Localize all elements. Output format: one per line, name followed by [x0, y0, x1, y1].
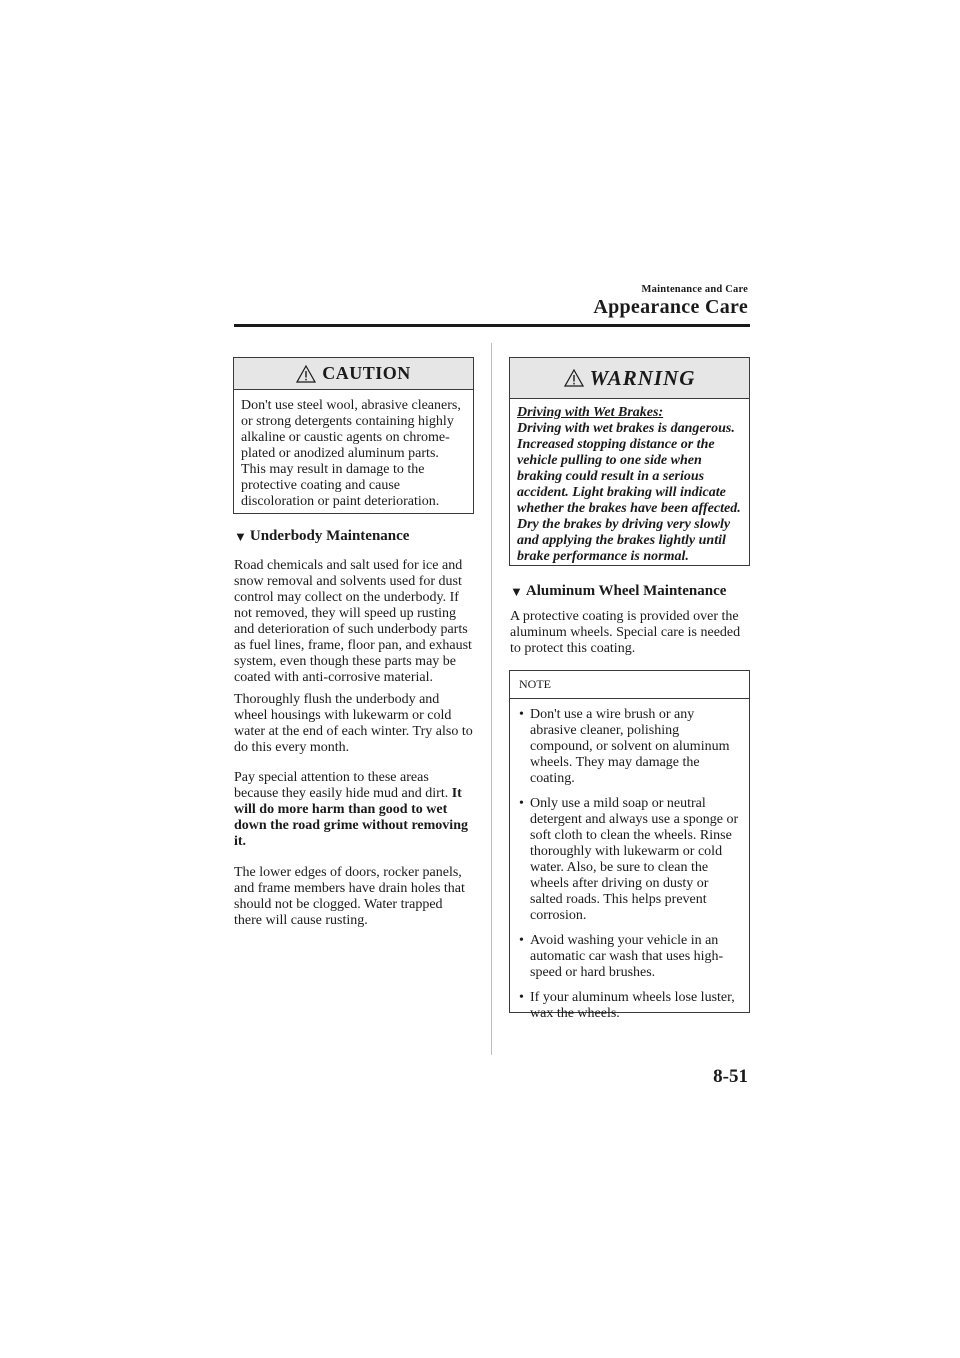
warning-subtitle: Driving with Wet Brakes: [517, 405, 664, 420]
underbody-paragraph-3-normal: Pay special attention to these areas because they easily hide mud and dirt. [234, 770, 452, 801]
note-box [509, 670, 750, 1021]
note-item-text: Only use a mild soap or neutral detergent and always use a sponge or soft cloth to clean the wheels. Rinse thoroughly with lukewarm or cold water. Also, be sure to clean the wheels after driving on dusty or salted roads. This helps prevent corrosion. [530, 796, 739, 923]
aluminum-heading [510, 583, 726, 600]
underbody-heading [234, 528, 409, 545]
note-item-text: Avoid washing your vehicle in an automatic car wash that uses high-speed or hard brushes. [530, 933, 724, 980]
caution-title: CAUTION [322, 363, 411, 383]
chapter-title: Maintenance and Care [641, 284, 748, 295]
note-item-text: Don't use a wire brush or any abrasive cleaner, polishing compound, or solvent on aluminum wheels. They may damage the coating. [530, 707, 730, 786]
page-number: 8-51 [713, 1066, 748, 1087]
warning-text: Driving with wet brakes is dangerous. Increased stopping distance or the vehicle pulling to one side when braking could result in a serious accident. Light braking will indicate whether the brakes have been affected. Dry the brakes by driving very slowly and applying the brakes lightly until brake performance is normal. [517, 421, 741, 564]
caution-header [234, 358, 473, 390]
column-divider [491, 343, 492, 1055]
bullet-icon: • [519, 796, 524, 811]
underbody-paragraph-2: Thoroughly flush the underbody and wheel housings with lukewarm or cold water at the end of each winter. Try also to do this every month. [234, 692, 473, 755]
list-item [519, 990, 743, 1022]
caution-box [233, 357, 474, 514]
underbody-paragraph-4: The lower edges of doors, rocker panels, and frame members have drain holes that should not be clogged. Water trapped there will cause rusting. [234, 865, 465, 928]
list-item [519, 933, 743, 981]
section-title: Appearance Care [593, 296, 748, 318]
bullet-icon: • [519, 933, 524, 948]
underbody-paragraph-1: Road chemicals and salt used for ice and snow removal and solvents used for dust control may collect on the underbody. If not removed, they will speed up rusting and deterioration of such underbody parts as fuel lines, frame, floor pan, and exhaust system, even though these parts may be coated with anti-corrosive material. [234, 558, 472, 685]
caution-text: Don't use steel wool, abrasive cleaners, or strong detergents containing highly alkaline or caustic agents on chrome-plated or anodized aluminum parts. This may result in damage to the protective coating and cause discoloration or paint deterioration. [241, 398, 461, 509]
list-item [519, 796, 743, 924]
note-list [510, 699, 749, 1022]
underbody-paragraph-3-bold: It will do more harm than good to wet down the road grime without removing it. [234, 786, 468, 849]
warning-triangle-icon [564, 369, 584, 387]
warning-content [510, 399, 749, 573]
underbody-paragraph-3 [234, 770, 474, 850]
aluminum-paragraph-1: A protective coating is provided over the aluminum wheels. Special care is needed to protect this coating. [510, 609, 741, 656]
warning-triangle-icon [296, 365, 316, 383]
section-marker-icon: ▼ [234, 528, 247, 544]
list-item [519, 707, 743, 787]
warning-box [509, 357, 750, 566]
header-rule [234, 324, 750, 327]
underbody-heading-text: Underbody Maintenance [249, 528, 410, 544]
bullet-icon: • [519, 707, 524, 722]
note-title: NOTE [510, 671, 749, 699]
aluminum-heading-text: Aluminum Wheel Maintenance [525, 583, 727, 599]
warning-header [510, 358, 749, 399]
warning-title: WARNING [589, 365, 696, 390]
note-item-text: If your aluminum wheels lose luster, wax the wheels. [530, 990, 735, 1021]
bullet-icon: • [519, 990, 524, 1005]
section-marker-icon: ▼ [510, 583, 523, 599]
